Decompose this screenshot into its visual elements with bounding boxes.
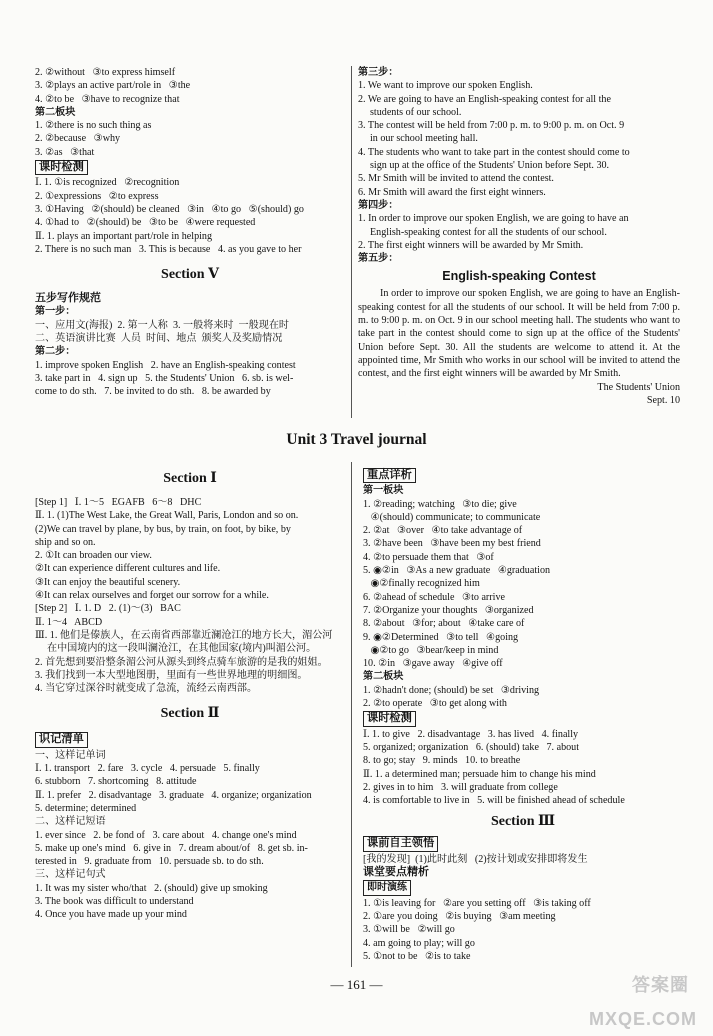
text-line: 2. We are going to have an English-speaking contest for all the xyxy=(358,93,611,105)
bottom-right-column xyxy=(363,468,683,963)
text-line: 3. The contest will be held from 7:00 p. m. to 9:00 p. m. on Oct. 9 xyxy=(358,120,625,132)
unit-title: Unit 3 Travel journal xyxy=(286,431,427,448)
text-line: Ⅱ. 1. plays an important part/role in helping xyxy=(35,230,213,242)
watermark-logo: 答案圈 MXQE.COM xyxy=(589,975,698,1029)
text-line: 5. make up one's mind 6. give in 7. dream about/of 8. get sb. in- xyxy=(35,842,308,854)
text-line: 2. ①expressions ②to express xyxy=(35,190,159,202)
text-line: 3. ②have been ③have been my best friend xyxy=(363,538,541,550)
answer-lines-a xyxy=(35,66,345,106)
text-line: ③It can enjoy the beautiful scenery. xyxy=(35,576,181,588)
text-line: 5. ◉②in ③As a new graduate ④graduation xyxy=(363,565,551,577)
text-line: 1. We want to improve our spoken English. xyxy=(358,80,533,92)
text-line: 5. determine; determined xyxy=(35,802,137,814)
text-line: students of our school. xyxy=(370,106,462,118)
text-line: sign up at the office of the Students' Union before Sept. 30. xyxy=(370,160,610,172)
page-number: — 161 — xyxy=(330,977,383,992)
text-line: 二、英语演讲比赛 人员 时间、地点 颁奖人及奖励情况 xyxy=(35,333,283,345)
text-line: 4. The students who want to take part in the contest should come to xyxy=(358,146,630,158)
text-line: 5. Mr Smith will be invited to attend the contest. xyxy=(358,173,554,185)
text-line: terested in 9. graduate from 10. persuade sb. to do sth. xyxy=(35,856,264,868)
text-line: 8. ②about ③for; about ④take care of xyxy=(363,618,525,630)
text-line: ◉②to go ③bear/keep in mind xyxy=(363,644,499,656)
answer-lines-b xyxy=(363,728,683,808)
text-line: 三、这样记句式 xyxy=(35,869,106,881)
subsection-title: 课堂要点精析 xyxy=(363,866,429,879)
text-line: 1. In order to improve our spoken English, we are going to have an xyxy=(358,213,629,225)
text-line: 8. to go; stay 9. minds 10. to breathe xyxy=(363,755,521,767)
text-line: 第四步： xyxy=(358,199,399,211)
text-line: 6. Mr Smith will award the first eight winners. xyxy=(358,186,546,198)
text-line: 7. ②Organize your thoughts ③organized xyxy=(363,604,534,616)
text-line: 2. ②without ③to express himself xyxy=(35,67,176,78)
text-line: [Step 1] Ⅰ. 1～5 EGAFB 6～8 DHC xyxy=(35,497,202,508)
text-line: [Step 2] Ⅰ. 1. D 2. (1)～(3) BAC xyxy=(35,603,181,615)
bottom-left-column xyxy=(35,468,345,922)
text-line: Ⅲ. 1. 他们是傣族人，在云南省西部靠近澜沧江的地方长大，湄公河 xyxy=(35,629,333,641)
text-line: 第三步： xyxy=(358,67,399,78)
text-line: 1. It was my sister who/that 2. (should) give up smoking xyxy=(35,882,268,894)
box-heading: 识记清单 xyxy=(35,732,88,747)
text-line: 2. 首先想到要沿整条湄公河从源头到终点骑车旅游的是我的姐姐。 xyxy=(35,656,328,668)
section-title: Section Ⅰ xyxy=(163,471,217,486)
text-line: 3. take part in 4. sign up 5. the Students' Union 6. sb. is wel- xyxy=(35,372,294,384)
text-line: 9. ◉②Determined ③to tell ④going xyxy=(363,631,519,643)
box-heading: 课前自主领悟 xyxy=(363,836,438,851)
essay-paragraph: In order to improve our spoken English, we are going to have an English-speaking contest for all the students of our school. It will be held from 7:00 p. m. to 9:00 p. m. on Oct. 9 in our school meeting hall. The students who want to take part in the contest should come to sign up at the office of the Students' Union before Sept. 30. All the students are welcome to attend it. At the appointed time, Mr Smith who works in our school will be invited to attend the contest, and the first eight winners will be awarded by Mr Smith. xyxy=(358,288,680,380)
text-line: ④It can relax ourselves and forget our sorrow for a while. xyxy=(35,590,269,602)
text-line: 第一板块 xyxy=(363,485,404,497)
text-line: 3. ①will be ②will go xyxy=(363,924,455,936)
answer-lines-a xyxy=(363,484,683,710)
text-line: 4. 当它穿过深谷时就变成了急流，流经云南西部。 xyxy=(35,683,258,695)
text-line: 第二步： xyxy=(35,346,76,358)
text-line: 3. 我们找到一本大型地图册，里面有一些世界地理的明细图。 xyxy=(35,669,308,681)
text-line: 4. ②to be ③have to recognize that xyxy=(35,93,180,105)
text-line: 第二板块 xyxy=(363,671,404,683)
text-line: 2. There is no such man 3. This is because 4. as you gave to her xyxy=(35,243,302,255)
text-line: 一、应用文(海报) 2. 第一人称 3. 一般将来时 一般现在时 xyxy=(35,319,290,331)
text-line: 5. organized; organization 6. (should) take 7. about xyxy=(363,741,580,753)
text-line: 2. ②at ③over ④to take advantage of xyxy=(363,525,523,537)
text-line: Ⅱ. 1. a determined man; persuade him to change his mind xyxy=(363,768,596,780)
text-line: 1. ②there is no such thing as xyxy=(35,120,152,132)
text-line: [我的发现] (1)此时此刻 (2)按计划或安排即将发生 xyxy=(363,853,588,865)
text-line: 第一步： xyxy=(35,306,76,318)
text-line: English-speaking contest for all the students of our school. xyxy=(370,226,607,238)
text-line: 5. ①not to be ②is to take xyxy=(363,950,471,962)
text-line: Ⅰ. 1. transport 2. fare 3. cycle 4. persuade 5. finally xyxy=(35,763,260,775)
text-line: 二、这样记短语 xyxy=(35,816,106,828)
text-line: Ⅱ. 1. prefer 2. disadvantage 3. graduate 4. organize; organization xyxy=(35,789,312,801)
text-line: 2. ②to operate ③to get along with xyxy=(363,698,507,710)
text-line: 1. ①is leaving for ②are you setting off ③is taking off xyxy=(363,897,591,909)
text-line: come to do sth. 7. be invited to do sth. 8. be awarded by xyxy=(35,386,271,398)
text-line: 1. ever since 2. be fond of 3. care about 4. change one's mind xyxy=(35,829,297,841)
subsection-title: 五步写作规范 xyxy=(35,292,101,305)
text-line: 4. am going to play; will go xyxy=(363,937,475,949)
essay-title: English-speaking Contest xyxy=(442,269,596,284)
block-title: 第二板块 xyxy=(35,106,76,118)
answer-lines-b xyxy=(35,119,345,159)
text-line: 一、这样记单词 xyxy=(35,749,106,761)
column-divider xyxy=(351,462,352,967)
section-title: Section Ⅱ xyxy=(160,706,220,722)
text-line: 10. ②in ③gave away ④give off xyxy=(363,658,503,670)
top-right-column xyxy=(358,66,680,407)
text-line: 在中国境内的这一段叫澜沧江，在其他国家(境内)叫湄公河。 xyxy=(47,643,317,655)
box-heading: 课时检测 xyxy=(363,711,416,726)
text-line: 6. stubborn 7. shortcoming 8. attitude xyxy=(35,776,197,788)
answer-lines-a xyxy=(35,496,345,695)
text-line: 6. ②ahead of schedule ③to arrive xyxy=(363,591,505,603)
answer-lines-d xyxy=(363,897,683,963)
text-line: 3. ①Having ②(should) be cleaned ③in ④to go ⑤(should) go xyxy=(35,203,304,215)
text-line: 1. improve spoken English 2. have an English-speaking contest xyxy=(35,359,296,371)
section-title: Section Ⅴ xyxy=(161,267,219,283)
text-line: 4. is comfortable to live in 5. will be finished ahead of schedule xyxy=(363,795,625,807)
answer-lines-c xyxy=(35,176,345,256)
text-line: 2. ①are you doing ②is buying ③am meeting xyxy=(363,910,556,922)
text-line: 1. ②reading; watching ③to die; give xyxy=(363,498,517,510)
text-line: 2. The first eight winners will be awarded by Mr Smith. xyxy=(358,239,584,251)
box-heading: 重点详析 xyxy=(363,468,416,483)
text-line: (2)We can travel by plane, by bus, by train, on foot, by bike, by xyxy=(35,523,291,535)
text-line: 3. ②plays an active part/role in ③the xyxy=(35,80,191,92)
top-left-column xyxy=(35,66,345,399)
text-line: 3. The book was difficult to understand xyxy=(35,896,194,908)
text-line: ◉②finally recognized him xyxy=(363,578,480,590)
essay-signature: The Students' Union xyxy=(597,381,680,393)
box-heading: 即时演练 xyxy=(363,880,411,895)
box-heading: 课时检测 xyxy=(35,160,88,175)
text-line: 2. ②because ③why xyxy=(35,133,121,145)
essay-date: Sept. 10 xyxy=(646,394,680,406)
section-title: Section Ⅲ xyxy=(490,814,556,830)
text-line: 4. ①had to ②(should) be ③to be ④were requested xyxy=(35,217,256,229)
text-line: ②It can experience different cultures and life. xyxy=(35,563,221,575)
text-line: 1. ②hadn't done; (should) be set ③driving xyxy=(363,684,540,696)
text-line: Ⅰ. 1. to give 2. disadvantage 3. has lived 4. finally xyxy=(363,728,579,740)
text-line: in our school meeting hall. xyxy=(370,133,478,145)
text-line: ④(should) communicate; to communicate xyxy=(363,511,541,523)
essay-body xyxy=(358,287,680,380)
text-line: 4. Once you have made up your mind xyxy=(35,909,187,921)
text-line: 2. gives in to him 3. will graduate from college xyxy=(363,781,558,793)
text-line: Ⅱ. 1. (1)The West Lake, the Great Wall, Paris, London and so on. xyxy=(35,510,299,522)
text-line: 2. ①It can broaden our view. xyxy=(35,550,152,562)
text-line: 3. ②as ③that xyxy=(35,146,95,158)
text-line: ship and so on. xyxy=(35,536,96,548)
answer-lines-b xyxy=(35,749,345,922)
column-divider xyxy=(351,66,352,418)
text-line: Ⅰ. 1. ①is recognized ②recognition xyxy=(35,177,180,189)
text-line: 4. ②to persuade them that ③of xyxy=(363,551,494,563)
answer-lines-d xyxy=(35,305,345,398)
text-line: Ⅱ. 1～4 ABCD xyxy=(35,616,103,628)
text-line: 第五步： xyxy=(358,253,399,265)
